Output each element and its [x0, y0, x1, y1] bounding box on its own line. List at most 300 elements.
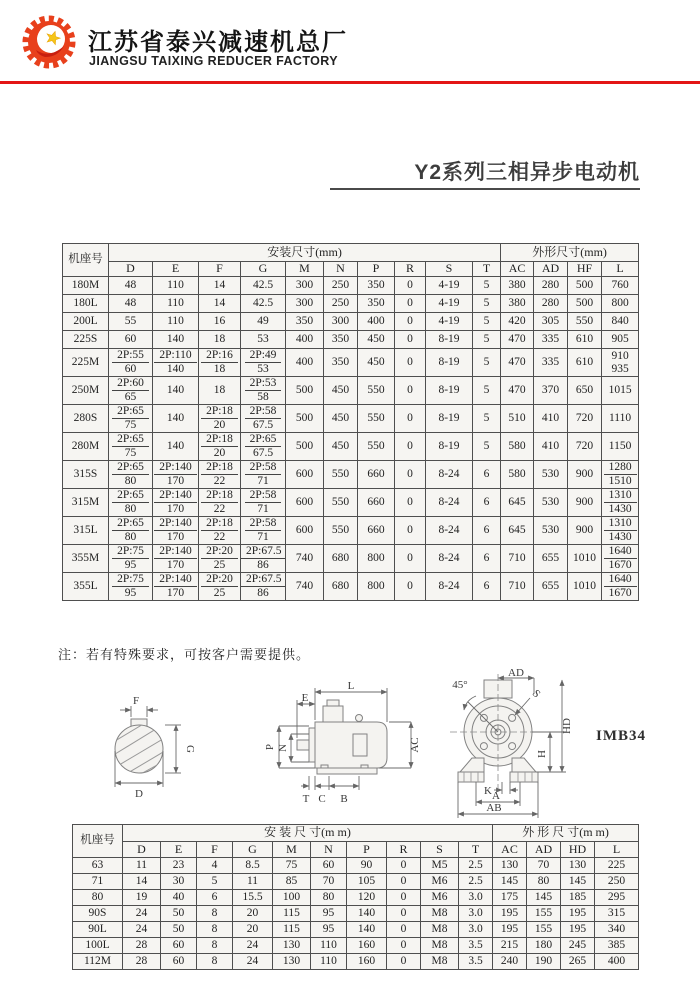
value-cell: 500	[568, 277, 602, 295]
value-cell: 6	[197, 890, 233, 906]
value-cell: 225	[595, 858, 639, 874]
value-cell: 110	[153, 277, 199, 295]
value-cell: 840	[602, 313, 639, 331]
value-cell: 680	[324, 545, 358, 573]
column-header: R	[387, 842, 421, 858]
value-cell: 48	[109, 277, 153, 295]
table-row	[63, 433, 639, 461]
frame-size-cell: 180L	[63, 295, 109, 313]
value-cell: 550	[324, 517, 358, 545]
value-cell: 2P:18 22	[199, 461, 241, 489]
frame-size-cell: 250M	[63, 377, 109, 405]
value-cell: 295	[595, 890, 639, 906]
value-cell: 70	[527, 858, 561, 874]
value-cell: 8	[197, 954, 233, 970]
column-header: E	[161, 842, 197, 858]
value-cell: 24	[123, 906, 161, 922]
value-cell: 250	[324, 277, 358, 295]
value-cell: 145	[561, 874, 595, 890]
value-cell: 315	[595, 906, 639, 922]
value-cell: 1310 1430	[602, 489, 639, 517]
value-cell: 0	[387, 922, 421, 938]
value-cell: 6	[473, 517, 501, 545]
value-cell: 335	[534, 331, 568, 349]
frame-size-cell: 315L	[63, 517, 109, 545]
value-cell: 710	[501, 545, 534, 573]
corner-header: 机座号	[63, 244, 109, 277]
value-cell: 110	[153, 313, 199, 331]
value-cell: 500	[286, 377, 324, 405]
frame-size-cell: 80	[73, 890, 123, 906]
value-cell: 655	[534, 573, 568, 601]
value-cell: 140	[153, 377, 199, 405]
value-cell: 4-19	[426, 277, 473, 295]
value-cell: 11	[123, 858, 161, 874]
value-cell: 2P:58 71	[241, 489, 286, 517]
value-cell: 190	[527, 954, 561, 970]
value-cell: 2P:53 58	[241, 377, 286, 405]
value-cell: M5	[421, 858, 459, 874]
frame-size-cell: 71	[73, 874, 123, 890]
value-cell: 195	[561, 922, 595, 938]
value-cell: M6	[421, 874, 459, 890]
value-cell: 900	[568, 489, 602, 517]
value-cell: 400	[286, 331, 324, 349]
value-cell: 655	[534, 545, 568, 573]
dim-label-45deg: 45°	[452, 679, 468, 691]
value-cell: 760	[602, 277, 639, 295]
frame-size-cell: 355M	[63, 545, 109, 573]
table-row	[73, 954, 639, 970]
value-cell: 2P:140 170	[153, 489, 199, 517]
value-cell: 450	[324, 377, 358, 405]
dim-label-ad: AD	[508, 668, 524, 679]
value-cell: 0	[387, 954, 421, 970]
frame-size-cell: 280S	[63, 405, 109, 433]
value-cell: 8	[197, 906, 233, 922]
value-cell: 530	[534, 489, 568, 517]
value-cell: 410	[534, 405, 568, 433]
value-cell: 610	[568, 349, 602, 377]
group-header: 安装尺寸(mm)	[109, 244, 501, 262]
dim-label-e: E	[301, 692, 309, 704]
value-cell: 195	[493, 922, 527, 938]
value-cell: 1310 1430	[602, 517, 639, 545]
column-header: P	[347, 842, 387, 858]
table-row	[63, 295, 639, 313]
value-cell: 2P:140 170	[153, 573, 199, 601]
value-cell: 300	[286, 277, 324, 295]
column-header: N	[311, 842, 347, 858]
column-header: L	[595, 842, 639, 858]
value-cell: 0	[387, 858, 421, 874]
value-cell: 140	[153, 433, 199, 461]
value-cell: 900	[568, 461, 602, 489]
value-cell: 2P:65 75	[109, 405, 153, 433]
value-cell: 660	[358, 489, 395, 517]
value-cell: 420	[501, 313, 534, 331]
value-cell: 450	[324, 405, 358, 433]
value-cell: 0	[395, 331, 426, 349]
company-name-cn: 江苏省泰兴减速机总厂	[88, 29, 348, 56]
frame-size-cell: 280M	[63, 433, 109, 461]
value-cell: 2P:20 25	[199, 545, 241, 573]
value-cell: 70	[311, 874, 347, 890]
value-cell: 50	[161, 906, 197, 922]
value-cell: 14	[199, 277, 241, 295]
value-cell: 720	[568, 433, 602, 461]
value-cell: 60	[161, 954, 197, 970]
value-cell: 5	[197, 874, 233, 890]
dim-label-p: P	[264, 743, 276, 751]
column-header: AD	[527, 842, 561, 858]
header-divider	[0, 81, 700, 84]
value-cell: 16	[199, 313, 241, 331]
value-cell: 530	[534, 517, 568, 545]
dim-label-h: H	[536, 750, 548, 758]
value-cell: 240	[493, 954, 527, 970]
frame-size-cell: 315S	[63, 461, 109, 489]
value-cell: 130	[273, 938, 311, 954]
value-cell: 280	[534, 295, 568, 313]
value-cell: 42.5	[241, 295, 286, 313]
value-cell: 0	[395, 573, 426, 601]
value-cell: 580	[501, 461, 534, 489]
value-cell: 350	[324, 349, 358, 377]
table-row	[63, 313, 639, 331]
value-cell: 8-19	[426, 405, 473, 433]
value-cell: 195	[493, 906, 527, 922]
value-cell: 195	[561, 906, 595, 922]
value-cell: 75	[273, 858, 311, 874]
column-header: S	[426, 262, 473, 277]
value-cell: 60	[161, 938, 197, 954]
value-cell: 18	[199, 377, 241, 405]
value-cell: 8-24	[426, 545, 473, 573]
value-cell: 8-24	[426, 517, 473, 545]
value-cell: 3.0	[459, 906, 493, 922]
value-cell: 5	[473, 433, 501, 461]
value-cell: 80	[311, 890, 347, 906]
value-cell: 28	[123, 938, 161, 954]
value-cell: 6	[473, 545, 501, 573]
value-cell: 470	[501, 349, 534, 377]
value-cell: 500	[286, 433, 324, 461]
value-cell: 0	[387, 906, 421, 922]
value-cell: 155	[527, 922, 561, 938]
value-cell: 8-19	[426, 433, 473, 461]
value-cell: 800	[358, 573, 395, 601]
value-cell: 130	[493, 858, 527, 874]
dim-label-k: K	[484, 785, 492, 797]
value-cell: 115	[273, 906, 311, 922]
value-cell: 5	[473, 295, 501, 313]
value-cell: 28	[123, 954, 161, 970]
column-header: T	[459, 842, 493, 858]
column-header: N	[324, 262, 358, 277]
value-cell: 2P:140 170	[153, 461, 199, 489]
value-cell: 450	[358, 349, 395, 377]
value-cell: 680	[324, 573, 358, 601]
column-header: L	[602, 262, 639, 277]
value-cell: 3.0	[459, 922, 493, 938]
dim-label-b: B	[340, 793, 348, 805]
value-cell: 30	[161, 874, 197, 890]
table-row	[63, 461, 639, 489]
value-cell: 14	[123, 874, 161, 890]
value-cell: 48	[109, 295, 153, 313]
value-cell: 380	[501, 277, 534, 295]
value-cell: 740	[286, 573, 324, 601]
value-cell: 1010	[568, 573, 602, 601]
value-cell: 20	[233, 906, 273, 922]
value-cell: 60	[109, 331, 153, 349]
value-cell: 1640 1670	[602, 545, 639, 573]
column-header: D	[123, 842, 161, 858]
value-cell: 600	[286, 461, 324, 489]
value-cell: 0	[395, 461, 426, 489]
value-cell: 2P:140 170	[153, 517, 199, 545]
column-header: G	[241, 262, 286, 277]
value-cell: M6	[421, 890, 459, 906]
column-header: D	[109, 262, 153, 277]
value-cell: M8	[421, 938, 459, 954]
value-cell: 2P:140 170	[153, 545, 199, 573]
value-cell: 8.5	[233, 858, 273, 874]
value-cell: 8	[197, 922, 233, 938]
table-row	[63, 517, 639, 545]
table-row	[63, 573, 639, 601]
value-cell: 53	[241, 331, 286, 349]
table-row	[73, 906, 639, 922]
value-cell: 245	[561, 938, 595, 954]
value-cell: 350	[358, 295, 395, 313]
value-cell: 2P:75 95	[109, 573, 153, 601]
corner-header: 机座号	[73, 825, 123, 858]
value-cell: 550	[358, 377, 395, 405]
value-cell: 385	[595, 938, 639, 954]
value-cell: 4-19	[426, 295, 473, 313]
value-cell: 645	[501, 517, 534, 545]
value-cell: 155	[527, 906, 561, 922]
table-row	[73, 890, 639, 906]
frame-size-cell: 225M	[63, 349, 109, 377]
column-header: AD	[534, 262, 568, 277]
value-cell: 0	[395, 405, 426, 433]
value-cell: 8-24	[426, 489, 473, 517]
column-header: F	[197, 842, 233, 858]
value-cell: 300	[324, 313, 358, 331]
value-cell: 280	[534, 277, 568, 295]
group-header: 安 装 尺 寸(m m)	[123, 825, 493, 842]
motor-side-view-diagram	[263, 680, 423, 810]
value-cell: 80	[527, 874, 561, 890]
value-cell: 645	[501, 489, 534, 517]
value-cell: 95	[311, 906, 347, 922]
value-cell: 8-19	[426, 349, 473, 377]
value-cell: 145	[493, 874, 527, 890]
dim-label-s: S	[529, 687, 543, 701]
motor-front-view-diagram	[426, 668, 576, 820]
value-cell: 110	[311, 938, 347, 954]
value-cell: 185	[561, 890, 595, 906]
value-cell: 2P:67.5 86	[241, 573, 286, 601]
dim-label-g: G	[184, 745, 196, 753]
company-name-en: JIANGSU TAIXING REDUCER FACTORY	[89, 54, 338, 68]
value-cell: 400	[595, 954, 639, 970]
value-cell: 580	[501, 433, 534, 461]
mounting-code-label: IMB34	[596, 728, 646, 744]
value-cell: 140	[347, 922, 387, 938]
value-cell: 2P:75 95	[109, 545, 153, 573]
value-cell: 370	[534, 377, 568, 405]
value-cell: 550	[324, 489, 358, 517]
value-cell: 8-19	[426, 377, 473, 405]
value-cell: 530	[534, 461, 568, 489]
value-cell: 600	[286, 517, 324, 545]
value-cell: 510	[501, 405, 534, 433]
value-cell: 2P:65 75	[109, 433, 153, 461]
value-cell: 90	[347, 858, 387, 874]
value-cell: 49	[241, 313, 286, 331]
table-row	[73, 938, 639, 954]
value-cell: 0	[387, 938, 421, 954]
value-cell: 20	[233, 922, 273, 938]
frame-size-cell: 200L	[63, 313, 109, 331]
column-header: M	[286, 262, 324, 277]
value-cell: 40	[161, 890, 197, 906]
value-cell: 215	[493, 938, 527, 954]
value-cell: 11	[233, 874, 273, 890]
value-cell: 2P:58 71	[241, 517, 286, 545]
value-cell: 2P:65 80	[109, 461, 153, 489]
table-row	[63, 331, 639, 349]
value-cell: 2P:65 67.5	[241, 433, 286, 461]
value-cell: 175	[493, 890, 527, 906]
value-cell: 180	[527, 938, 561, 954]
value-cell: 0	[395, 489, 426, 517]
value-cell: 300	[286, 295, 324, 313]
value-cell: 24	[233, 938, 273, 954]
value-cell: 23	[161, 858, 197, 874]
value-cell: 610	[568, 331, 602, 349]
value-cell: 350	[286, 313, 324, 331]
column-header: E	[153, 262, 199, 277]
value-cell: 2.5	[459, 874, 493, 890]
value-cell: 2P:65 80	[109, 517, 153, 545]
value-cell: 740	[286, 545, 324, 573]
column-header: M	[273, 842, 311, 858]
value-cell: 19	[123, 890, 161, 906]
column-header: P	[358, 262, 395, 277]
value-cell: 5	[473, 313, 501, 331]
dim-label-c: C	[318, 793, 326, 805]
value-cell: 2P:65 80	[109, 489, 153, 517]
value-cell: 650	[568, 377, 602, 405]
value-cell: 250	[595, 874, 639, 890]
value-cell: 0	[395, 277, 426, 295]
dim-label-t: T	[302, 793, 310, 805]
value-cell: 0	[395, 295, 426, 313]
value-cell: 720	[568, 405, 602, 433]
frame-size-cell: 100L	[73, 938, 123, 954]
value-cell: M8	[421, 922, 459, 938]
value-cell: 2P:67.5 86	[241, 545, 286, 573]
value-cell: 660	[358, 517, 395, 545]
value-cell: 900	[568, 517, 602, 545]
value-cell: 450	[324, 433, 358, 461]
value-cell: 550	[358, 405, 395, 433]
value-cell: 0	[395, 433, 426, 461]
frame-size-cell: 180M	[63, 277, 109, 295]
value-cell: 15.5	[233, 890, 273, 906]
motor-outline	[297, 700, 387, 774]
table-row	[73, 858, 639, 874]
value-cell: 2P:49 53	[241, 349, 286, 377]
dim-label-ac: AC	[409, 737, 421, 753]
value-cell: 1110	[602, 405, 639, 433]
value-cell: 105	[347, 874, 387, 890]
group-header: 外形尺寸(mm)	[501, 244, 639, 262]
dim-label-n: N	[277, 744, 289, 752]
title-underline	[330, 188, 640, 190]
dim-label-hd: HD	[561, 718, 573, 734]
value-cell: 95	[311, 922, 347, 938]
value-cell: 0	[395, 377, 426, 405]
value-cell: 5	[473, 377, 501, 405]
value-cell: 130	[561, 858, 595, 874]
value-cell: 500	[568, 295, 602, 313]
value-cell: 140	[153, 405, 199, 433]
value-cell: 2P:18 20	[199, 405, 241, 433]
value-cell: 42.5	[241, 277, 286, 295]
value-cell: 8	[197, 938, 233, 954]
value-cell: 2P:55 60	[109, 349, 153, 377]
value-cell: 55	[109, 313, 153, 331]
value-cell: 140	[347, 906, 387, 922]
frame-size-cell: 90L	[73, 922, 123, 938]
value-cell: 905	[602, 331, 639, 349]
value-cell: 550	[568, 313, 602, 331]
value-cell: 2P:18 22	[199, 489, 241, 517]
value-cell: 335	[534, 349, 568, 377]
value-cell: 130	[273, 954, 311, 970]
value-cell: 2P:18 20	[199, 433, 241, 461]
value-cell: 350	[358, 277, 395, 295]
value-cell: 6	[473, 573, 501, 601]
value-cell: 550	[324, 461, 358, 489]
value-cell: M8	[421, 906, 459, 922]
value-cell: 100	[273, 890, 311, 906]
table-row	[73, 922, 639, 938]
value-cell: 110	[311, 954, 347, 970]
table-row	[63, 277, 639, 295]
table-row	[63, 349, 639, 377]
value-cell: 8-19	[426, 331, 473, 349]
dim-label-ab: AB	[486, 802, 502, 814]
value-cell: 4	[197, 858, 233, 874]
value-cell: 5	[473, 349, 501, 377]
value-cell: 24	[233, 954, 273, 970]
value-cell: 250	[324, 295, 358, 313]
shaft-end-view-diagram	[95, 693, 210, 808]
value-cell: 160	[347, 954, 387, 970]
frame-size-cell: 315M	[63, 489, 109, 517]
value-cell: 800	[602, 295, 639, 313]
value-cell: 470	[501, 377, 534, 405]
value-cell: 410	[534, 433, 568, 461]
value-cell: 120	[347, 890, 387, 906]
